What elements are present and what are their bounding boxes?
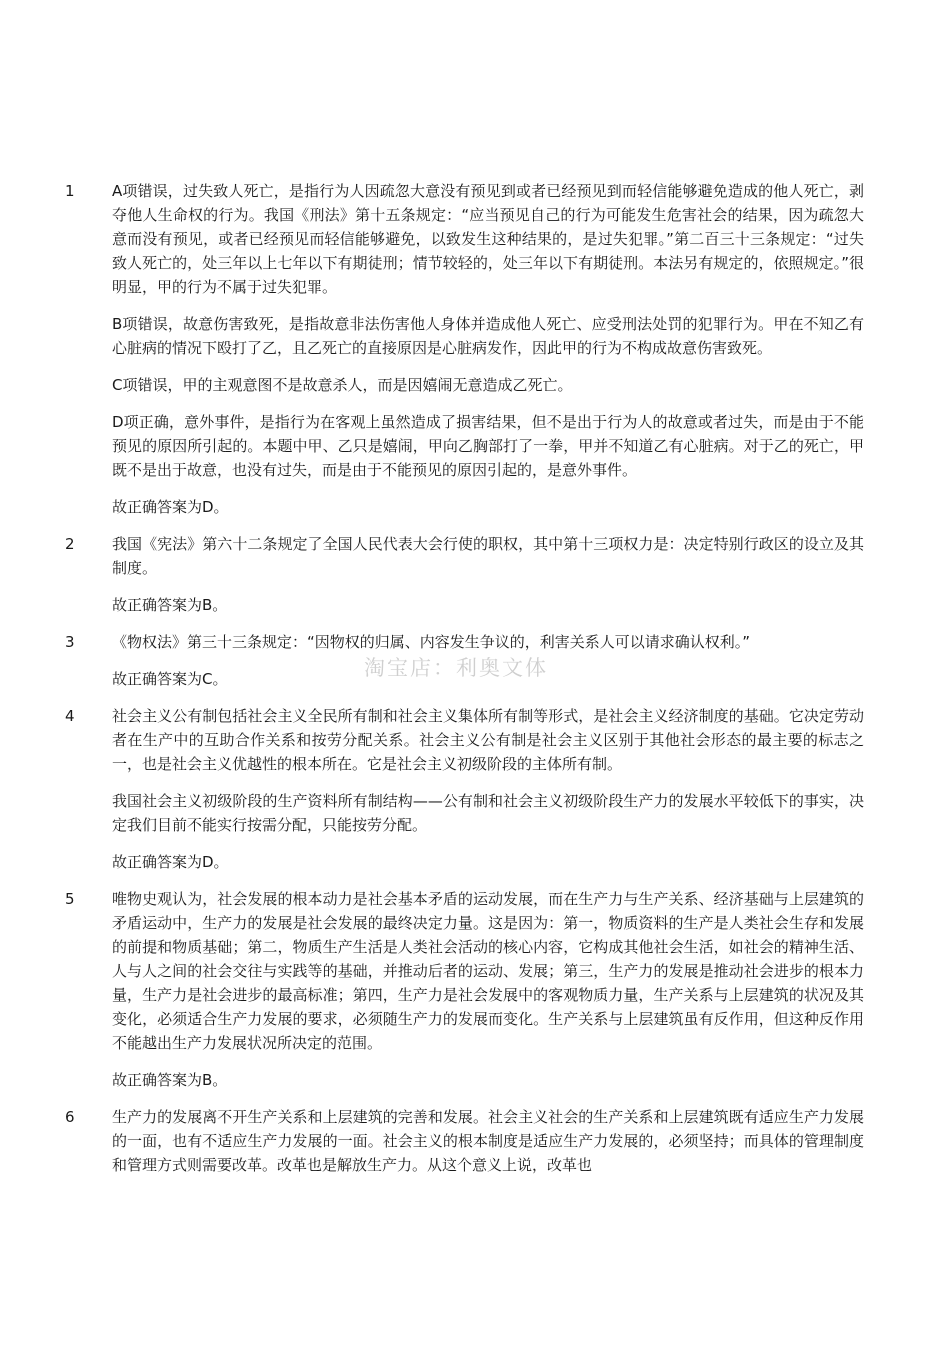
question-number: 6 [65, 1108, 75, 1126]
explanation-paragraph: C项错误，甲的主观意图不是故意杀人，而是因嬉闹无意造成乙死亡。 [112, 376, 573, 394]
answer-body [112, 1105, 864, 1177]
question-number: 5 [65, 890, 75, 908]
explanation-paragraph: 我国社会主义初级阶段的生产资料所有制结构——公有制和社会主义初级阶段生产力的发展水平较低下的事实，决定我们目前不能实行按需分配，只能按劳分配。 [112, 792, 864, 834]
explanation-paragraph: 故正确答案为C。 [112, 670, 228, 688]
answer-item [0, 532, 950, 617]
answer-item [0, 887, 950, 1092]
explanation-paragraph: 唯物史观认为，社会发展的根本动力是社会基本矛盾的运动发展，而在生产力与生产关系、经济基础与上层建筑的矛盾运动中，生产力的发展是社会发展的最终决定力量。这是因为：第一，物质资料的生产是人类社会生存和发展的前提和物质基础；第二，物质生产生活是人类社会活动的核心内容，它构成其他社会生活，如社会的精神生活、人与人之间的社会交往与实践等的基础，并推动后者的运动、发展；第三，生产力的发展是推动社会进步的根本力量，生产力是社会进步的最高标准；第四，生产力是社会发展中的客观物质力量，生产关系与上层建筑的状况及其变化，必须适合生产力发展的要求，必须随生产力的发展而变化。生产关系与上层建筑虽有反作用，但这种反作用不能越出生产力发展状况所决定的范围。 [112, 890, 864, 1052]
question-number: 3 [65, 633, 75, 651]
answer-body [112, 704, 864, 874]
answer-item [0, 704, 950, 874]
answer-body [112, 179, 864, 519]
explanation-paragraph: 《物权法》第三十三条规定：“因物权的归属、内容发生争议的，利害关系人可以请求确认权利。” [112, 633, 751, 651]
explanation-paragraph: 我国《宪法》第六十二条规定了全国人民代表大会行使的职权，其中第十三项权力是：决定特别行政区的设立及其制度。 [112, 535, 864, 577]
explanation-paragraph: 生产力的发展离不开生产关系和上层建筑的完善和发展。社会主义社会的生产关系和上层建筑既有适应生产力发展的一面，也有不适应生产力发展的一面。社会主义的根本制度是适应生产力发展的，必须坚持；而具体的管理制度和管理方式则需要改革。改革也是解放生产力。从这个意义上说，改革也 [112, 1108, 864, 1174]
watermark: 淘宝店：利奥文体 [364, 656, 548, 680]
explanation-paragraph: 故正确答案为B。 [112, 596, 228, 614]
explanation-paragraph: A项错误，过失致人死亡，是指行为人因疏忽大意没有预见到或者已经预见到而轻信能够避免造成的他人死亡，剥夺他人生命权的行为。我国《刑法》第十五条规定：“应当预见自己的行为可能发生危害社会的结果，因为疏忽大意而没有预见，或者已经预见而轻信能够避免，以致发生这种结果的，是过失犯罪。”第二百三十三条规定：“过失致人死亡的，处三年以上七年以下有期徒刑；情节较轻的，处三年以下有期徒刑。本法另有规定的，依照规定。”很明显，甲的行为不属于过失犯罪。 [112, 182, 864, 296]
question-number: 2 [65, 535, 75, 553]
answer-body [112, 887, 864, 1092]
answer-item [0, 630, 950, 691]
question-number: 4 [65, 707, 75, 725]
explanation-paragraph: D项正确，意外事件，是指行为在客观上虽然造成了损害结果，但不是出于行为人的故意或者过失，而是由于不能预见的原因所引起的。本题中甲、乙只是嬉闹，甲向乙胸部打了一拳，甲并不知道乙有心脏病。对于乙的死亡，甲既不是出于故意，也没有过失，而是由于不能预见的原因引起的，是意外事件。 [112, 413, 864, 479]
answer-item [0, 1105, 950, 1177]
answer-item [0, 179, 950, 519]
explanation-paragraph: 故正确答案为D。 [112, 853, 229, 871]
explanation-paragraph: 故正确答案为D。 [112, 498, 229, 516]
question-number: 1 [65, 182, 75, 200]
answer-list [0, 179, 950, 1190]
explanation-paragraph: B项错误，故意伤害致死，是指故意非法伤害他人身体并造成他人死亡、应受刑法处罚的犯罪行为。甲在不知乙有心脏病的情况下殴打了乙，且乙死亡的直接原因是心脏病发作，因此甲的行为不构成故意伤害致死。 [112, 315, 864, 357]
explanation-paragraph: 故正确答案为B。 [112, 1071, 228, 1089]
answer-body [112, 532, 864, 617]
answer-body [112, 630, 864, 691]
explanation-paragraph: 社会主义公有制包括社会主义全民所有制和社会主义集体所有制等形式，是社会主义经济制度的基础。它决定劳动者在生产中的互助合作关系和按劳分配关系。社会主义公有制是社会主义区别于其他社会形态的最主要的标志之一，也是社会主义优越性的根本所在。它是社会主义初级阶段的主体所有制。 [112, 707, 864, 773]
